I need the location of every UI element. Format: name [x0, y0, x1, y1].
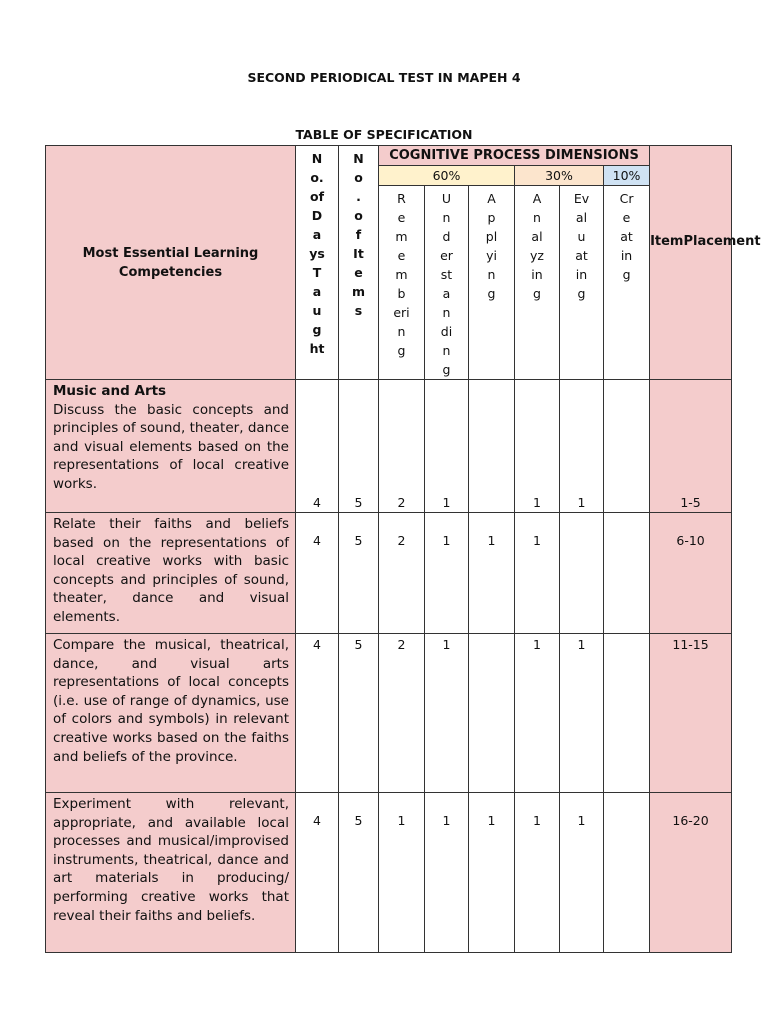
days-cell: 4 — [296, 634, 339, 793]
evaluating-cell: 1 — [560, 793, 604, 953]
competencies-header: Most Essential Learning Competencies — [46, 146, 296, 380]
header-text-fragment: g — [622, 267, 631, 282]
header-text-fragment: b — [397, 286, 406, 301]
analyzing-header — [515, 186, 560, 380]
item-placement-header — [650, 146, 761, 380]
table-row — [46, 793, 732, 953]
no-of-items-header — [339, 146, 379, 380]
items-cell: 5 — [339, 634, 379, 793]
header-text-fragment: al — [575, 210, 588, 225]
applying-header — [469, 186, 515, 380]
remembering-cell: 1 — [379, 793, 425, 953]
applying-cell: 1 — [469, 793, 515, 953]
header-text-fragment: N — [353, 151, 364, 166]
header-text-fragment: o. — [310, 170, 324, 185]
competency-cell — [46, 513, 296, 634]
applying-cell: 1 — [469, 513, 515, 634]
competency-cell — [46, 380, 296, 513]
header-text-fragment: g — [487, 286, 496, 301]
header-text-fragment: Item — [650, 234, 684, 249]
header-text-fragment: at — [620, 229, 633, 244]
header-text-fragment: di — [440, 324, 453, 339]
understanding-cell: 1 — [425, 380, 469, 513]
percent-10: 10% — [604, 166, 650, 186]
header-text-fragment: m — [351, 284, 366, 299]
header-text-fragment: pl — [485, 229, 498, 244]
header-text-fragment: m — [395, 229, 408, 244]
creating-cell — [604, 793, 650, 953]
specification-table — [45, 145, 761, 953]
header-text-fragment: u — [577, 229, 586, 244]
remembering-header — [379, 186, 425, 380]
analyzing-cell: 1 — [515, 634, 560, 793]
header-text-fragment: . — [356, 189, 361, 204]
analyzing-cell: 1 — [515, 380, 560, 513]
table-row — [46, 380, 732, 513]
table-row — [46, 513, 732, 634]
days-taught-header — [296, 146, 339, 380]
competency-text: Experiment with relevant, appropriate, and available local processes and musical/improvised instruments, theatrical, dance and art materials in producing/ performing creative works that reveal their faiths and beliefs. — [53, 796, 289, 924]
days-cell: 4 — [296, 380, 339, 513]
applying-cell — [469, 380, 515, 513]
remembering-cell: 2 — [379, 380, 425, 513]
analyzing-cell: 1 — [515, 513, 560, 634]
header-text-fragment: A — [487, 191, 496, 206]
percent-60: 60% — [379, 166, 515, 186]
analyzing-cell: 1 — [515, 793, 560, 953]
header-text-fragment: g — [533, 286, 541, 301]
header-text-fragment: D — [311, 208, 323, 223]
understanding-header — [425, 186, 469, 380]
header-text-fragment: Ev — [573, 191, 590, 206]
creating-cell — [604, 380, 650, 513]
header-text-fragment: n — [442, 210, 451, 225]
header-text-fragment: A — [532, 191, 542, 206]
header-text-fragment: n — [442, 305, 451, 320]
understanding-cell: 1 — [425, 513, 469, 634]
header-text-fragment: p — [487, 210, 496, 225]
header-text-fragment: eri — [393, 305, 410, 320]
header-text-fragment: al — [531, 229, 543, 244]
header-text-fragment: g — [312, 322, 322, 337]
creating-cell — [604, 513, 650, 634]
header-text-fragment: n — [442, 343, 451, 358]
header-text-fragment: o — [354, 208, 363, 223]
header-text-fragment: a — [442, 286, 451, 301]
evaluating-cell: 1 — [560, 634, 604, 793]
items-cell: 5 — [339, 380, 379, 513]
header-text-fragment: ment — [722, 234, 761, 249]
header-text-fragment: ys — [309, 246, 325, 261]
header-text-fragment: in — [575, 267, 588, 282]
header-text-fragment: st — [440, 267, 453, 282]
header-text-fragment: N — [311, 151, 323, 166]
header-text-fragment: m — [395, 267, 408, 282]
section-title: Music and Arts — [53, 383, 167, 399]
days-cell: 4 — [296, 513, 339, 634]
header-text-fragment: a — [312, 227, 322, 242]
header-text-fragment: T — [312, 265, 322, 280]
placement-cell: 16-20 — [650, 793, 732, 953]
header-text-fragment: Place — [683, 234, 723, 249]
percent-30: 30% — [515, 166, 604, 186]
header-text-fragment: o — [354, 170, 363, 185]
header-text-fragment: yi — [486, 248, 497, 263]
header-text-fragment: at — [575, 248, 588, 263]
header-text-fragment: n — [487, 267, 496, 282]
header-text-fragment: It — [353, 246, 364, 261]
header-text-fragment: a — [312, 284, 322, 299]
header-text-fragment: er — [440, 248, 453, 263]
competency-cell — [46, 634, 296, 793]
placement-cell: 11-15 — [650, 634, 732, 793]
header-text-fragment: Cr — [619, 191, 634, 206]
remembering-cell: 2 — [379, 513, 425, 634]
items-cell: 5 — [339, 793, 379, 953]
understanding-cell: 1 — [425, 793, 469, 953]
applying-cell — [469, 634, 515, 793]
understanding-cell: 1 — [425, 634, 469, 793]
header-text-fragment: e — [354, 265, 363, 280]
placement-cell: 6-10 — [650, 513, 732, 634]
header-text-fragment: s — [354, 303, 363, 318]
header-text-fragment: in — [620, 248, 633, 263]
header-text-fragment: in — [531, 267, 543, 282]
header-text-fragment: u — [312, 303, 322, 318]
cognitive-process-header: COGNITIVE PROCESS DIMENSIONS — [379, 146, 650, 166]
competency-text: Compare the musical, theatrical, dance, and visual arts representations of local concepts (i.e. use of range of dynamics, use of colors and symbols) in relevant creative works based on the faiths and beliefs of the province. — [53, 637, 289, 765]
header-text-fragment: g — [442, 362, 451, 377]
competency-text: Discuss the basic concepts and principles of sound, theater, dance and visual elements based on the representations of local creative works. — [53, 401, 289, 492]
creating-header — [604, 186, 650, 380]
document-title: SECOND PERIODICAL TEST IN MAPEH 4 — [247, 70, 521, 85]
evaluating-cell — [560, 513, 604, 634]
header-text-fragment: e — [397, 210, 406, 225]
placement-cell: 1-5 — [650, 380, 732, 513]
header-text-fragment: g — [397, 343, 406, 358]
header-text-fragment: yz — [530, 248, 544, 263]
header-text-fragment: U — [441, 191, 452, 206]
header-text-fragment: R — [397, 191, 406, 206]
competency-cell — [46, 793, 296, 953]
competency-text: Relate their faiths and beliefs based on the representations of local creative works with basic concepts and principles of sound, theater, dance and visual elements. — [53, 516, 289, 625]
items-cell: 5 — [339, 513, 379, 634]
days-cell: 4 — [296, 793, 339, 953]
creating-cell — [604, 634, 650, 793]
header-text-fragment: f — [355, 227, 362, 242]
table-row — [46, 634, 732, 793]
table-subtitle: TABLE OF SPECIFICATION — [295, 127, 473, 142]
header-text-fragment: d — [442, 229, 451, 244]
header-text-fragment: e — [397, 248, 406, 263]
header-text-fragment: n — [533, 210, 541, 225]
header-text-fragment: e — [622, 210, 631, 225]
evaluating-cell: 1 — [560, 380, 604, 513]
evaluating-header — [560, 186, 604, 380]
remembering-cell: 2 — [379, 634, 425, 793]
header-text-fragment: ht — [309, 341, 325, 356]
header-text-fragment: g — [577, 286, 586, 301]
header-text-fragment: n — [397, 324, 406, 339]
header-text-fragment: of — [309, 189, 325, 204]
